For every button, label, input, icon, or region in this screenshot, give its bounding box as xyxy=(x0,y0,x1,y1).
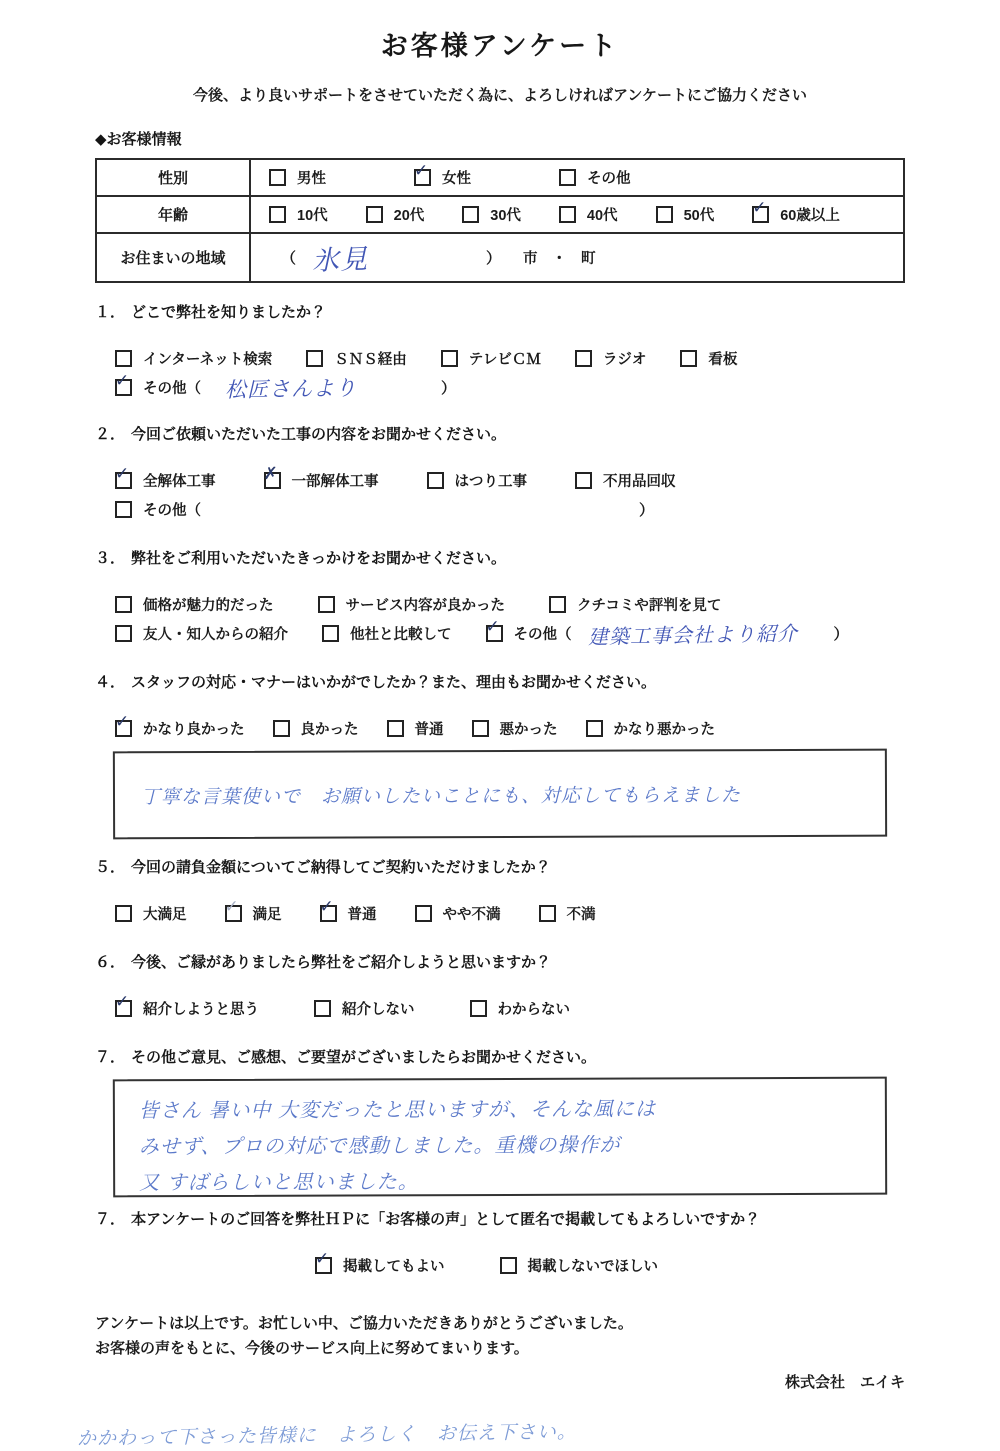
checkbox-neutral[interactable]: ✓ xyxy=(320,905,337,922)
option-wont-refer: 紹介しない xyxy=(314,998,415,1019)
q4-comment-box[interactable] xyxy=(113,749,887,840)
checkbox-normal-manner[interactable] xyxy=(387,720,404,737)
option-bad: 悪かった xyxy=(472,718,558,739)
area-paren-close: ） xyxy=(486,250,502,267)
checkbox-reviews[interactable] xyxy=(549,596,566,613)
option-very-good: ✓ かなり良かった xyxy=(115,712,245,738)
option-age-10s: 10代 xyxy=(269,204,328,225)
option-radio: ラジオ xyxy=(575,348,647,369)
checkbox-good[interactable] xyxy=(273,720,290,737)
checkbox-dissatisfied[interactable] xyxy=(539,905,556,922)
option-age-30s: 30代 xyxy=(462,204,521,225)
q1-other-handwriting: 松匠さんより xyxy=(224,376,358,402)
q7-comment-box[interactable] xyxy=(113,1077,887,1198)
question-7 xyxy=(95,1048,905,1196)
option-q3-other: ✓ その他（ xyxy=(485,617,572,643)
q1-text: どこで弊社を知りましたか？ xyxy=(131,304,327,321)
q3-other-handwriting: 建築工事会社より紹介 xyxy=(587,623,798,649)
checkbox-internet-search[interactable] xyxy=(115,350,132,367)
checkbox-junk-removal[interactable] xyxy=(575,472,592,489)
checkbox-full-demolition[interactable]: ✓ xyxy=(115,472,132,489)
checkbox-will-refer[interactable]: ✓ xyxy=(115,1000,132,1017)
checkbox-partial-demolition[interactable]: ✗ xyxy=(264,472,281,489)
question-4 xyxy=(95,673,905,838)
q6-number: ６． xyxy=(95,954,126,971)
option-partial-demolition: ✗ 一部解体工事 xyxy=(263,464,379,490)
option-internet-search: インターネット検索 xyxy=(115,348,272,369)
q4-comment-handwriting: 丁寧な言葉使いで お願いしたいことにも、対応してもらえました xyxy=(140,784,742,808)
option-somewhat-dissatisfied: やや不満 xyxy=(415,903,501,924)
checkbox-compare-others[interactable] xyxy=(322,625,339,642)
closing-line-1: アンケートは以上です。お忙しい中、ご協力いただきありがとうございました。 xyxy=(95,1315,633,1332)
option-good: 良かった xyxy=(273,718,359,739)
q1-other-close: ） xyxy=(441,380,457,397)
area-row xyxy=(97,232,903,281)
checkbox-age-20s[interactable] xyxy=(366,206,383,223)
option-gender-female: ✓ 女性 xyxy=(414,161,471,187)
question-1 xyxy=(95,303,905,401)
option-sns: ＳＮＳ経由 xyxy=(306,348,407,369)
area-label: お住まいの地域 xyxy=(97,234,251,281)
option-neutral: ✓ 普通 xyxy=(319,897,377,923)
checkbox-gender-other[interactable] xyxy=(559,169,576,186)
option-satisfied: ✓ 満足 xyxy=(224,897,282,923)
option-tv-cm: テレビＣＭ xyxy=(441,348,541,369)
checkbox-satisfied[interactable]: ✓ xyxy=(225,905,242,922)
gender-row xyxy=(97,160,903,195)
checkbox-friend-referral[interactable] xyxy=(115,625,132,642)
option-good-service: サービス内容が良かった xyxy=(318,594,506,615)
option-gender-male: 男性 xyxy=(269,167,326,188)
checkbox-very-good[interactable]: ✓ xyxy=(115,720,132,737)
option-gender-other: その他 xyxy=(559,167,631,188)
age-row xyxy=(97,195,903,232)
q5-text: 今回の請負金額についてご納得してご契約いただけましたか？ xyxy=(131,859,551,876)
page-subtitle: 今後、より良いサポートをさせていただく為に、よろしければアンケートにご協力ください xyxy=(192,87,808,104)
option-publish-no: 掲載しないでほしい xyxy=(500,1255,659,1276)
q3-number: ３． xyxy=(95,550,126,567)
q2-other-close: ） xyxy=(639,502,655,519)
option-age-50s: 50代 xyxy=(656,204,715,225)
q4-number: ４． xyxy=(95,674,126,691)
option-very-satisfied: 大満足 xyxy=(115,903,187,924)
q2-number: ２． xyxy=(95,426,126,443)
question-3 xyxy=(95,549,905,647)
checkbox-tv-cm[interactable] xyxy=(441,350,458,367)
checkbox-age-30s[interactable] xyxy=(462,206,479,223)
checkbox-age-60plus[interactable]: ✓ xyxy=(752,206,769,223)
q7-comment-line-3: 又 すばらしいと思いました。 xyxy=(139,1171,419,1195)
checkbox-age-10s[interactable] xyxy=(269,206,286,223)
customer-info-header: ◆お客様情報 xyxy=(95,131,182,148)
checkbox-signboard[interactable] xyxy=(680,350,697,367)
survey-page xyxy=(0,24,1000,1450)
option-reviews: クチコミや評判を見て xyxy=(549,594,721,615)
option-age-20s: 20代 xyxy=(366,204,425,225)
q2-text: 今回ご依頼いただいた工事の内容をお聞かせください。 xyxy=(131,426,507,443)
option-full-demolition: ✓ 全解体工事 xyxy=(115,464,216,490)
q6-text: 今後、ご縁がありましたら弊社をご紹介しようと思いますか？ xyxy=(131,954,552,971)
question-5 xyxy=(95,858,905,927)
page-title: お客様アンケート xyxy=(380,31,620,61)
checkbox-age-50s[interactable] xyxy=(656,206,673,223)
company-name: 株式会社 エイキ xyxy=(784,1374,905,1391)
q7-comment-line-2: みせず、プロの対応で感動しました。重機の操作が xyxy=(138,1134,621,1159)
checkbox-price-attractive[interactable] xyxy=(115,596,132,613)
option-age-60plus: ✓ 60歳以上 xyxy=(752,198,840,224)
area-field[interactable] xyxy=(251,234,903,281)
q5-number: ５． xyxy=(95,859,126,876)
option-publish-ok: ✓ 掲載してもよい xyxy=(315,1249,445,1275)
option-dissatisfied: 不満 xyxy=(539,903,596,924)
checkbox-q2-other[interactable] xyxy=(115,501,132,518)
checkbox-q3-other[interactable]: ✓ xyxy=(486,625,503,642)
bottom-handwritten-note: かかわって下さった皆様に よろしく お伝え下さい。 xyxy=(76,1421,577,1450)
option-chipping-work: はつり工事 xyxy=(427,470,528,491)
gender-label: 性別 xyxy=(97,160,251,195)
q7-text: その他ご意見、ご感想、ご要望がございましたらお聞かせください。 xyxy=(131,1049,597,1066)
closing-line-2: お客様の声をもとに、今後のサービス向上に努めてまいります。 xyxy=(95,1340,529,1357)
q7-comment-line-1: 皆さん 暑い中 大変だったと思いますが、そんな風には xyxy=(138,1098,657,1123)
option-compare-others: 他社と比較して xyxy=(322,623,452,644)
checkbox-male[interactable] xyxy=(269,169,286,186)
option-not-sure: わからない xyxy=(470,998,571,1019)
checkbox-somewhat-dissatisfied[interactable] xyxy=(415,905,432,922)
option-q1-other: ✓ その他（ xyxy=(115,371,201,397)
q4-text: スタッフの対応・マナーはいかがでしたか？また、理由もお聞かせください。 xyxy=(131,674,657,691)
checkbox-good-service[interactable] xyxy=(318,596,335,613)
checkbox-female[interactable]: ✓ xyxy=(414,169,431,186)
checkbox-sns[interactable] xyxy=(306,350,323,367)
area-handwriting: 氷見 xyxy=(311,244,369,276)
option-friend-referral: 友人・知人からの紹介 xyxy=(115,623,288,644)
question-6 xyxy=(95,953,905,1022)
checkbox-age-40s[interactable] xyxy=(559,206,576,223)
checkbox-very-bad[interactable] xyxy=(586,720,603,737)
checkbox-publish-no[interactable] xyxy=(500,1257,517,1274)
option-very-bad: かなり悪かった xyxy=(586,718,716,739)
option-junk-removal: 不用品回収 xyxy=(575,470,676,491)
q3-text: 弊社をご利用いただいたきっかけをお聞かせください。 xyxy=(131,550,507,567)
checkbox-chipping-work[interactable] xyxy=(427,472,444,489)
checkbox-q1-other[interactable]: ✓ xyxy=(115,379,132,396)
checkbox-radio[interactable] xyxy=(575,350,592,367)
area-suffix: 市 ・ 町 xyxy=(523,251,596,267)
q8-number: ７． xyxy=(95,1211,126,1228)
question-publish xyxy=(95,1210,905,1279)
checkbox-bad[interactable] xyxy=(472,720,489,737)
option-price-attractive: 価格が魅力的だった xyxy=(115,594,274,615)
q8-text: 本アンケートのご回答を弊社ＨＰに「お客様の声」として匿名で掲載してもよろしいですか？ xyxy=(131,1211,761,1228)
checkbox-not-sure[interactable] xyxy=(470,1000,487,1017)
option-q2-other: その他（ xyxy=(115,499,201,520)
option-signboard: 看板 xyxy=(680,348,737,369)
question-2 xyxy=(95,425,905,523)
checkbox-very-satisfied[interactable] xyxy=(115,905,132,922)
age-label: 年齢 xyxy=(97,197,251,232)
q7-number: ７． xyxy=(95,1049,126,1066)
q1-number: １． xyxy=(95,304,126,321)
option-will-refer: ✓ 紹介しようと思う xyxy=(115,992,259,1018)
customer-info-table xyxy=(95,158,905,283)
q3-other-close: ） xyxy=(833,626,849,643)
option-normal-manner: 普通 xyxy=(387,718,444,739)
checkbox-wont-refer[interactable] xyxy=(314,1000,331,1017)
checkbox-publish-ok[interactable]: ✓ xyxy=(315,1257,332,1274)
area-paren-open: （ xyxy=(281,250,297,267)
option-age-40s: 40代 xyxy=(559,204,618,225)
